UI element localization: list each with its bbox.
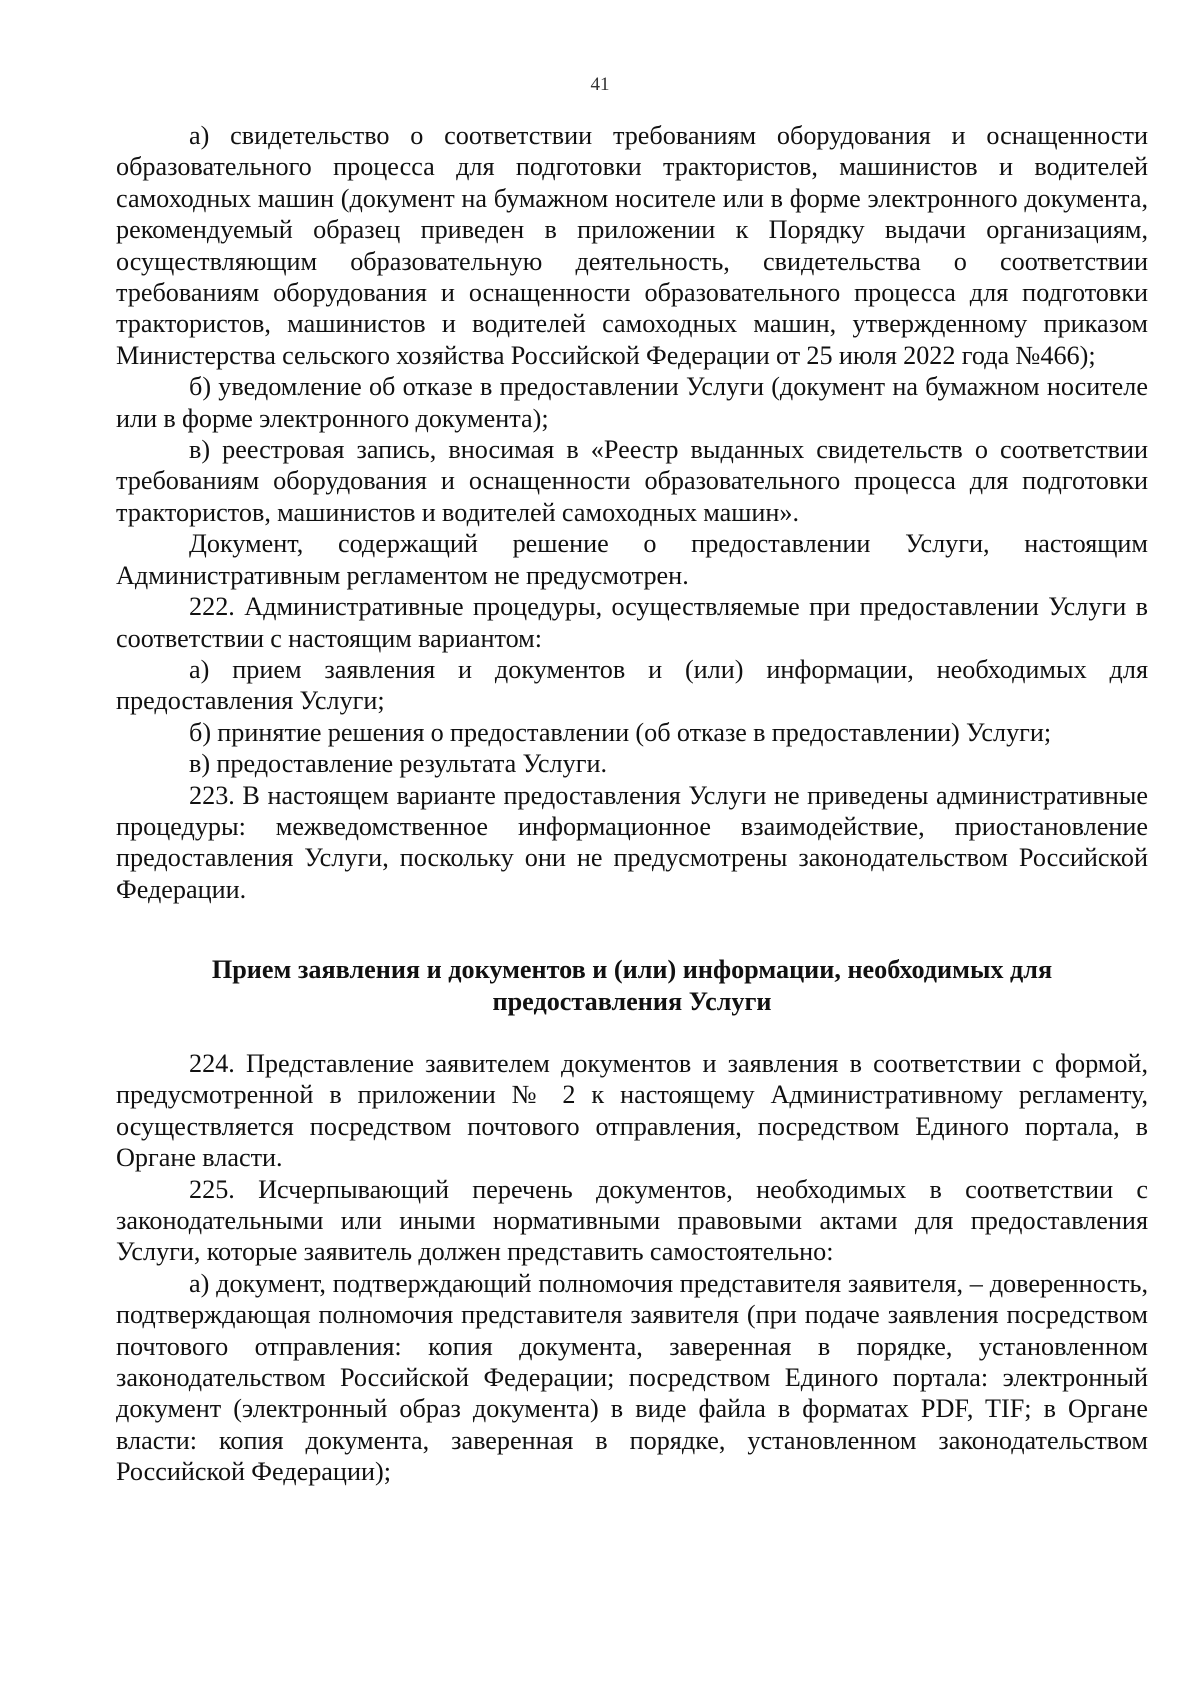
section-heading: Прием заявления и документов и (или) информации, необходимых для предоставления Услуги: [211, 955, 1053, 1016]
paragraph-225: 225. Исчерпывающий перечень документов, необходимых в соответствии с законодательными или иными нормативными правовыми актами для предоставления Услуги, которые заявитель должен представить самостоятельно:: [116, 1174, 1148, 1267]
paragraph-item-a-certificate: а) свидетельство о соответствии требованиям оборудования и оснащенности образовательного процесса для подготовки трактористов, машинистов и водителей самоходных машин (документ на бумажном носителе или в форме электронного документа, рекомендуемый образец приведен в приложении к Порядку выдачи организациям, осуществляющим образовательную деятельность, свидетельства о соответствии требованиям оборудования и оснащенности образовательного процесса для подготовки трактористов, машинистов и водителей самоходных машин, утвержденному приказом Министерства сельского хозяйства Российской Федерации от 25 июля 2022 года №466);: [116, 121, 1148, 370]
paragraph-item-v-registry-entry: в) реестровая запись, вносимая в «Реестр выданных свидетельств о соответствии требованиям оборудования и оснащенности образовательного процесса для подготовки трактористов, машинистов и водителей самоходных машин».: [116, 435, 1148, 527]
document-body: [116, 120, 1148, 1488]
paragraph-222: 222. Административные процедуры, осуществляемые при предоставлении Услуги в соответствии с настоящим вариантом:: [116, 592, 1148, 653]
paragraph-decision-document-note: Документ, содержащий решение о предоставлении Услуги, настоящим Административным регламентом не предусмотрен.: [116, 529, 1148, 590]
paragraph-222-item-v: в) предоставление результата Услуги.: [189, 749, 608, 779]
paragraph-224: 224. Представление заявителем документов и заявления в соответствии с формой, предусмотренной в приложении № 2 к настоящему Административному регламенту, осуществляется посредством почтового отправления, посредством Единого портала, в Органе власти.: [116, 1048, 1148, 1173]
paragraph-222-item-a: а) прием заявления и документов и (или) информации, необходимых для предоставления Услуги;: [116, 654, 1148, 716]
paragraph-222-item-b: б) принятие решения о предоставлении (об отказе в предоставлении) Услуги;: [189, 717, 1052, 747]
paragraph-item-b-refusal-notice: б) уведомление об отказе в предоставлении Услуги (документ на бумажном носителе или в форме электронного документа);: [116, 372, 1148, 433]
paragraph-225-item-a: а) документ, подтверждающий полномочия представителя заявителя, – доверенность, подтверждающая полномочия представителя заявителя (при подаче заявления посредством почтового отправления: копия документа, заверенная в порядке, установленном законодательством Российской Федерации; посредством Единого портала: электронный документ (электронный образ документа) в виде файла в форматах PDF, TIF; в Органе власти: копия документа, заверенная в порядке, установленном законодательством Российской Федерации);: [116, 1268, 1148, 1487]
page-number: 41: [590, 74, 610, 95]
paragraph-223: 223. В настоящем варианте предоставления Услуги не приведены административные процедуры: межведомственное информационное взаимодействие, приостановление предоставления Услуги, поскольку они не предусмотрены законодательством Российской Федерации.: [116, 780, 1148, 904]
